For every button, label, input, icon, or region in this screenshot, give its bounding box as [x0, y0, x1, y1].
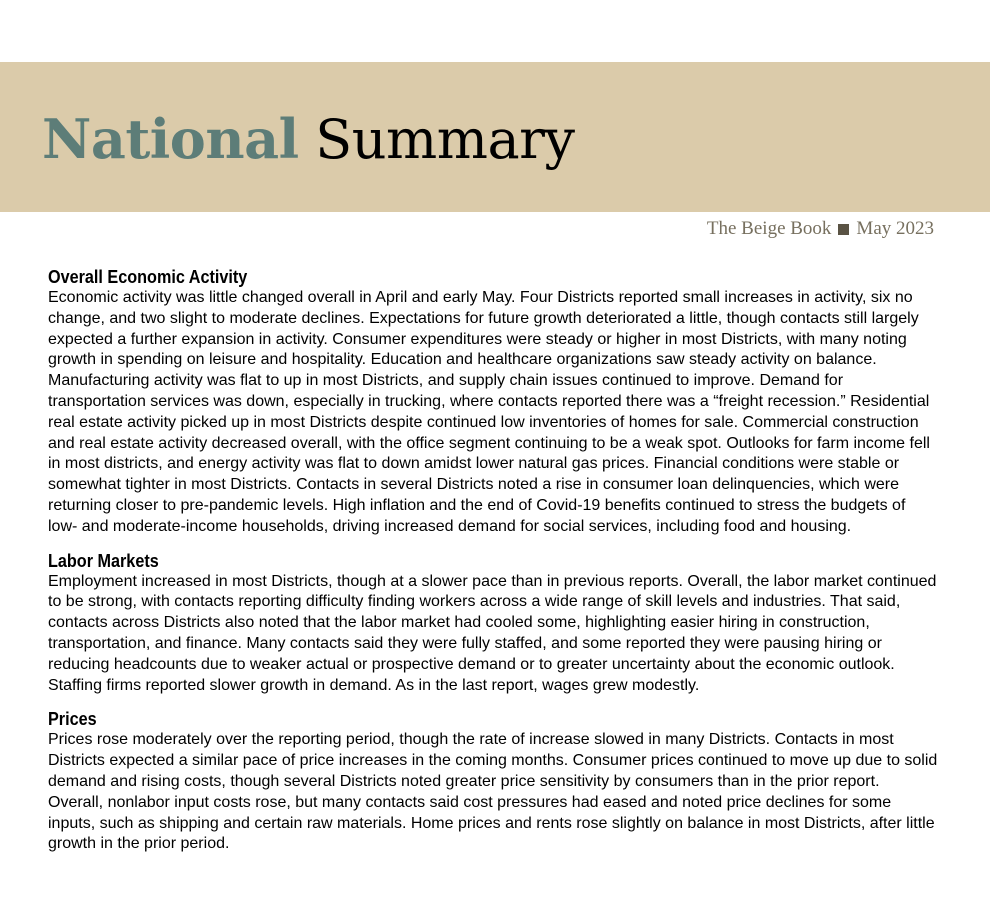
- square-bullet-icon: [838, 224, 849, 235]
- publication-date: May 2023: [856, 218, 934, 239]
- section-heading: Labor Markets: [48, 550, 159, 571]
- summary-content: [48, 266, 938, 867]
- page-title: [42, 100, 574, 179]
- publication-tagline: [707, 216, 934, 242]
- section-body: Prices rose moderately over the reporting period, though the rate of increase slowed in many Districts. Contacts in most Districts expected a similar pace of price increases in the coming months. Consumer prices continued to move up due to solid demand and rising costs, though several Districts noted greater price sensitivity by consumers than in the prior report. Overall, nonlabor input costs rose, but many contacts said cost pressures had eased and noted price declines for some inputs, such as shipping and certain raw materials. Home prices and rents rose slightly on balance in most Districts, after little growth in the prior period.: [48, 731, 938, 853]
- section-body: Economic activity was little changed overall in April and early May. Four Districts reported small increases in activity, six no change, and two slight to moderate declines. Expectations for future growth deteriorated a little, though contacts still largely expected a further expansion in activity. Consumer expenditures were steady or higher in most Districts, with many noting growth in spending on leisure and hospitality. Education and healthcare organizations saw steady activity on balance. Manufacturing activity was flat to up in most Districts, and supply chain issues continued to improve. Demand for transportation services was down, especially in trucking, where contacts reported there was a “freight recession.” Residential real estate activity picked up in most Districts despite continued low inventories of homes for sale. Commercial construction and real estate activity decreased overall, with the office segment continuing to be a weak spot. Outlooks for farm income fell in most districts, and energy activity was flat to down amidst lower natural gas prices. Financial conditions were stable or somewhat tighter in most Districts. Contacts in several Districts noted a rise in consumer loan delinquencies, which were returning closer to pre-pandemic levels. High inflation and the end of Covid-19 benefits continued to stress the budgets of low- and moderate-income households, driving increased demand for social services, including food and housing.: [48, 289, 930, 535]
- page-title-summary: Summary: [315, 108, 575, 171]
- section-labor-markets: [48, 550, 938, 697]
- section-body: Employment increased in most Districts, though at a slower pace than in previous reports. Overall, the labor market continued to be strong, with contacts reporting difficulty finding workers across a wide range of skill levels and industries. That said, contacts across Districts also noted that the labor market had cooled some, highlighting easier hiring in construction, transportation, and finance. Many contacts said they were fully staffed, and some reported they were pausing hiring or reducing headcounts due to weaker actual or prospective demand or to greater uncertainty about the economic outlook. Staffing firms reported slower growth in demand. As in the last report, wages grew modestly.: [48, 572, 937, 694]
- section-overall-economic-activity: [48, 266, 938, 538]
- publication-name: The Beige Book: [706, 218, 832, 239]
- section-prices: [48, 708, 938, 855]
- page-title-national: National: [42, 107, 299, 171]
- section-heading: Prices: [48, 709, 97, 730]
- section-heading: Overall Economic Activity: [48, 267, 248, 287]
